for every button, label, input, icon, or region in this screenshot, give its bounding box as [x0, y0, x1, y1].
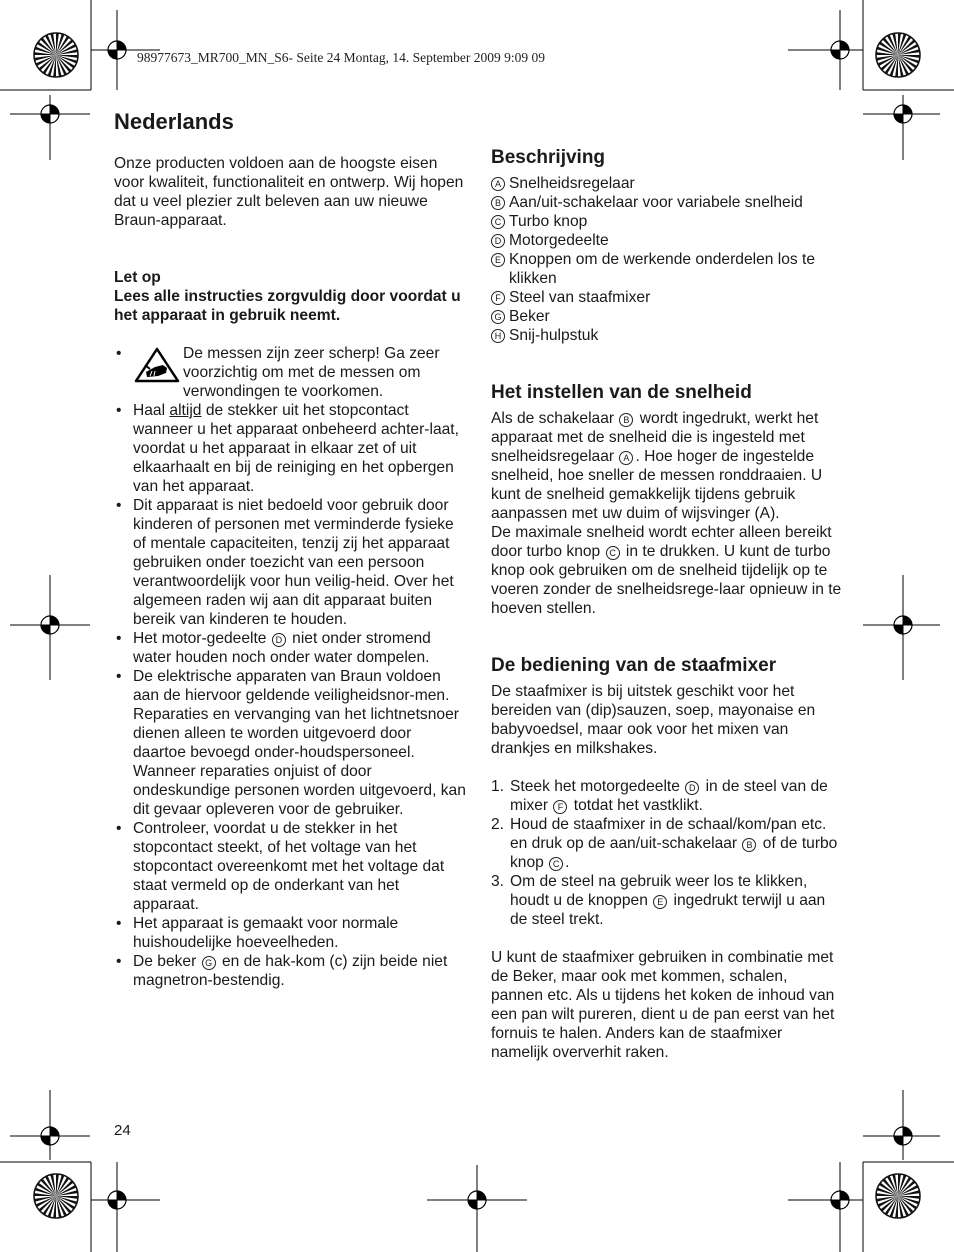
circled-letter-d: D: [685, 781, 699, 795]
circled-letter: H: [491, 329, 505, 343]
print-header-line: 98977673_MR700_MN_S6- Seite 24 Montag, 14. September 2009 9:09 09: [137, 50, 545, 65]
circled-letter-e: E: [653, 895, 667, 909]
part-item: [491, 250, 843, 288]
speed-paragraph-2: De maximale snelheid wordt echter alleen bereikt door turbo knop C in te drukken. U kunt de turbo knop ook gebruiken om de snelheid tijdelijk op te voeren zonder de snelheidsrege-laar opnieuw in te hoeven stellen.: [491, 524, 842, 617]
part-label: Aan/uit-schakelaar voor variabele snelheid: [509, 194, 803, 211]
list-item: [114, 344, 466, 401]
part-item: [491, 193, 843, 212]
circled-letter-b: B: [619, 413, 633, 427]
left-column: [114, 108, 466, 990]
part-item: [491, 212, 843, 231]
circled-letter-a: A: [619, 451, 633, 465]
part-label: Turbo knop: [509, 213, 588, 230]
part-item: [491, 231, 843, 250]
circled-letter: B: [491, 196, 505, 210]
intro-paragraph: Onze producten voldoen aan de hoogste eisen voor kwaliteit, functionaliteit en ontwerp. Wij hopen dat u veel plezier zult beleven aan uw nieuwe Braun-apparaat.: [114, 155, 464, 229]
list-item: • Controleer, voordat u de stekker in het stopcontact steekt, of het voltage van het stopcontact overeenkomt met het voltage dat staat vermeld op de onderkant van het apparaat.: [114, 819, 466, 914]
let-op-text: Lees alle instructies zorgvuldig door voordat u het apparaat in gebruik neemt.: [114, 288, 461, 324]
part-label: Motorgedeelte: [509, 232, 609, 249]
usage-intro: De staafmixer is bij uitstek geschikt voor het bereiden van (dip)sauzen, soep, mayonaise en babyvoedsel, maar ook voor het mixen van drankjes en milkshakes.: [491, 683, 816, 757]
part-label: Beker: [509, 308, 550, 325]
circled-letter-c: C: [606, 546, 620, 560]
circled-letter: A: [491, 177, 505, 191]
step-item: 1. Steek het motorgedeelte D in de steel van de mixer F totdat het vastklikt.: [491, 778, 828, 814]
part-label: Snij-hulpstuk: [509, 327, 599, 344]
circled-letter-b: B: [742, 838, 756, 852]
hand-warning-icon: [133, 347, 181, 383]
list-item: • Het motor-gedeelte D niet onder stromend water houden noch onder water dompelen.: [114, 629, 466, 667]
page-number: 24: [114, 1122, 131, 1139]
step-item: 3. Om de steel na gebruik weer los te klikken, houdt u de knoppen E ingedrukt terwijl u aan de steel trekt.: [491, 873, 826, 928]
part-label: Snelheidsregelaar: [509, 175, 635, 192]
circled-letter-f: F: [553, 800, 567, 814]
list-item: • Het apparaat is gemaakt voor normale huishoudelijke hoeveelheden.: [114, 914, 466, 952]
speed-paragraph-1: Als de schakelaar B wordt ingedrukt, werkt het apparaat met de snelheid die is ingesteld met snelheidsregelaar A . Hoe hoger de ingestelde snelheid, hoe sneller de messen ronddraaien. U kunt de snelheid gemakkelijk tijdens gebruik aanpassen met uw duim of wijsvinger (A).: [491, 410, 823, 522]
usage-heading: De bediening van de staafmixer: [491, 655, 777, 676]
part-item: [491, 288, 843, 307]
list-item: • Haal altijd de stekker uit het stopcontact wanneer u het apparaat onbeheerd achter-laat, voordat u het apparaat in elkaar zet of uit elkaarhaalt en bij de reiniging en het opbergen van het apparaat.: [114, 401, 466, 496]
list-item: • Dit apparaat is niet bedoeld voor gebruik door kinderen of personen met verminderde fysieke of mentale capaciteiten, tenzij zij het apparaat gebruiken onder toezicht van een persoon verantwoordelijk voor hun veilig-heid. Over het algemeen raden wij aan dit apparaat buiten bereik van kinderen te houden.: [114, 496, 466, 629]
part-label: Knoppen om de werkende onderdelen los te klikken: [509, 251, 816, 287]
list-item: • De elektrische apparaten van Braun voldoen aan de hiervoor geldende veiligheidsnor-men. Reparaties en vervanging van het lichtnetsnoer dienen alleen te worden uitgevoerd door daartoe bevoegd onder-houdspersoneel. Wanneer reparaties onjuist of door ondeskundige personen worden uitgevoerd, kan dit gevaar opleveren voor de gebruiker.: [114, 667, 466, 819]
speed-heading: Het instellen van de snelheid: [491, 382, 752, 403]
right-column: [491, 146, 843, 1062]
circled-letter: F: [491, 291, 505, 305]
list-item: • De beker G en de hak-kom (c) zijn beide niet magnetron-bestendig.: [114, 952, 466, 990]
let-op-heading: Let op: [114, 269, 161, 286]
closing-paragraph: U kunt de staafmixer gebruiken in combinatie met de Beker, maar ook met kommen, schalen, pannen etc. Als u tijdens het koken de inhoud van een pan wilt pureren, dient u de pan eerst van het fornuis te halen. Anders kan de staafmixer namelijk oververhit raken.: [491, 949, 835, 1061]
safety-list: [114, 344, 466, 990]
parts-list: [491, 174, 843, 345]
usage-steps: [491, 777, 843, 929]
part-label: Steel van staafmixer: [509, 289, 651, 306]
step-item: 2. Houd de staafmixer in de schaal/kom/pan etc. en druk op de aan/uit-schakelaar B of de turbo knop C .: [491, 816, 838, 871]
part-item: [491, 307, 843, 326]
part-item: [491, 174, 843, 193]
circled-letter: D: [491, 234, 505, 248]
page-title: Nederlands: [114, 109, 234, 134]
circled-letter: G: [491, 310, 505, 324]
circled-letter: E: [491, 253, 505, 267]
warning-text: • De messen zijn zeer scherp! Ga zeer voorzichtig om met de messen om verwondingen te voorkomen.: [183, 345, 440, 400]
circled-letter: C: [491, 215, 505, 229]
circled-letter-d: D: [272, 633, 286, 647]
part-item: [491, 326, 843, 345]
description-heading: Beschrijving: [491, 147, 606, 168]
circled-letter-g: G: [202, 956, 216, 970]
circled-letter-c: C: [549, 857, 563, 871]
